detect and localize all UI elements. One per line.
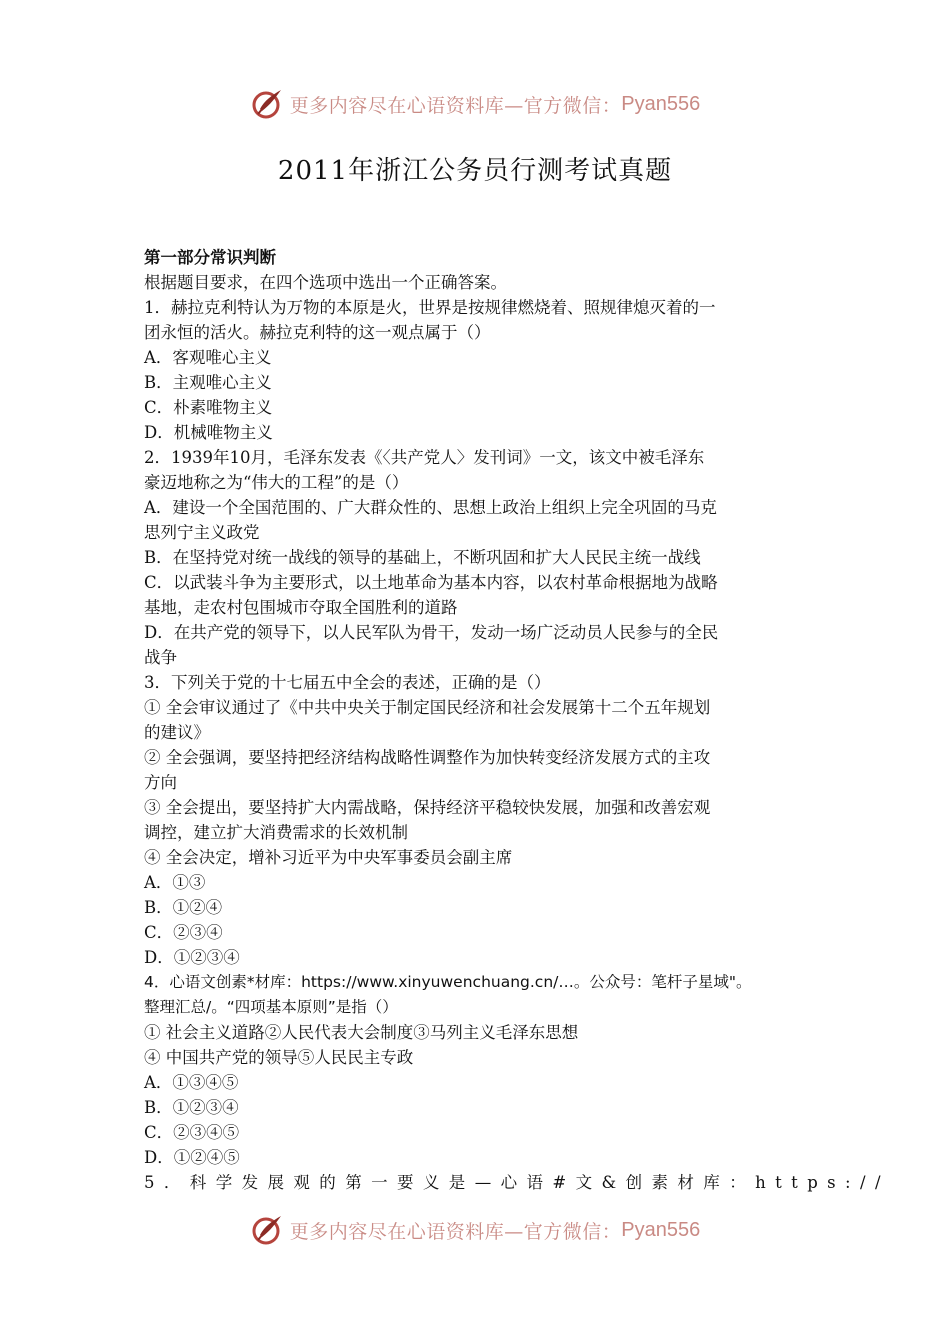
- option-line: C．②③④: [144, 923, 223, 942]
- option-line-cont: 思列宁主义政党: [144, 523, 260, 542]
- option-line: B．①②④: [144, 898, 223, 917]
- option-line: B．主观唯心主义: [144, 373, 272, 392]
- statement-line: ② 全会强调，要坚持把经济结构战略性调整作为加快转变经济发展方式的主攻: [144, 748, 711, 767]
- top-banner: [0, 84, 950, 124]
- option-line: A．客观唯心主义: [144, 348, 272, 367]
- document-title: 2011年浙江公务员行测考试真题: [277, 156, 673, 186]
- instructions: 根据题目要求，在四个选项中选出一个正确答案。: [144, 273, 507, 292]
- wechat-id: Pyan556: [621, 92, 701, 115]
- question-1-cont: 团永恒的活火。赫拉克利特的这一观点属于（）: [144, 323, 491, 342]
- statement-line: ① 社会主义道路②人民代表大会制度③马列主义毛泽东思想: [144, 1023, 579, 1042]
- statement-line: ① 全会审议通过了《中共中央关于制定国民经济和社会发展第十二个五年规划: [144, 698, 711, 717]
- option-line: D．机械唯物主义: [144, 423, 273, 442]
- option-line: C．朴素唯物主义: [144, 398, 273, 417]
- statement-line: ③ 全会提出，要坚持扩大内需战略，保持经济平稳较快发展，加强和改善宏观: [144, 798, 711, 817]
- option-line-cont: 基地，走农村包围城市夺取全国胜利的道路: [144, 598, 458, 617]
- option-line: D．在共产党的领导下，以人民军队为骨干，发动一场广泛动员人民参与的全民: [144, 623, 719, 642]
- section-heading: 第一部分常识判断: [144, 248, 276, 267]
- option-line: B．①②③④: [144, 1098, 239, 1117]
- statement-line-cont: 调控，建立扩大消费需求的长效机制: [144, 823, 408, 842]
- banner-text: 更多内容尽在心语资料库—官方微信：: [289, 94, 622, 117]
- option-line: A．①③: [144, 873, 206, 892]
- question-4: 整理汇总/。“四项基本原则”是指（）: [144, 998, 398, 1016]
- option-line: D．①②③④: [144, 948, 240, 967]
- bottom-banner: [0, 1210, 950, 1250]
- question-5: 5．科学发展观的第一要义是—心语#文&创素材库：https://: [144, 1173, 890, 1192]
- option-line: C．②③④⑤: [144, 1123, 240, 1142]
- statement-line: ④ 中国共产党的领导⑤人民民主专政: [144, 1048, 414, 1067]
- statement-line-cont: 的建议》: [144, 723, 210, 742]
- wechat-id: Pyan556: [621, 1218, 701, 1241]
- option-line: C．以武装斗争为主要形式，以土地革命为基本内容，以农村革命根据地为战略: [144, 573, 718, 592]
- quill-logo-icon: [250, 87, 284, 121]
- option-line-cont: 战争: [144, 648, 177, 667]
- question-2-cont: 豪迈地称之为“伟大的工程”的是（）: [144, 473, 409, 492]
- banner-text: 更多内容尽在心语资料库—官方微信：: [289, 1220, 622, 1243]
- question-1: 1．赫拉克利特认为万物的本原是火，世界是按规律燃烧着、照规律熄灭着的一: [144, 298, 716, 317]
- statement-line: ④ 全会决定，增补习近平为中央军事委员会副主席: [144, 848, 513, 867]
- option-line: D．①②④⑤: [144, 1148, 240, 1167]
- option-line: A．①③④⑤: [144, 1073, 239, 1092]
- option-line: B．在坚持党对统一战线的领导的基础上，不断巩固和扩大人民民主统一战线: [144, 548, 701, 567]
- quill-logo-icon: [250, 1213, 284, 1247]
- question-3: 3．下列关于党的十七届五中全会的表述，正确的是（）: [144, 673, 551, 692]
- option-line: A．建设一个全国范围的、广大群众性的、思想上政治上组织上完全巩固的马克: [144, 498, 717, 517]
- question-4-watermark: 4．心语文创素*材库：https://www.xinyuwenchuang.cn/…。公众号：笔杆子星域"。: [144, 973, 752, 991]
- question-2: 2．1939年10月，毛泽东发表《〈共产党人〉发刊词》一文，该文中被毛泽东: [144, 448, 705, 467]
- document-body: [144, 245, 890, 1195]
- statement-line-cont: 方向: [144, 773, 177, 792]
